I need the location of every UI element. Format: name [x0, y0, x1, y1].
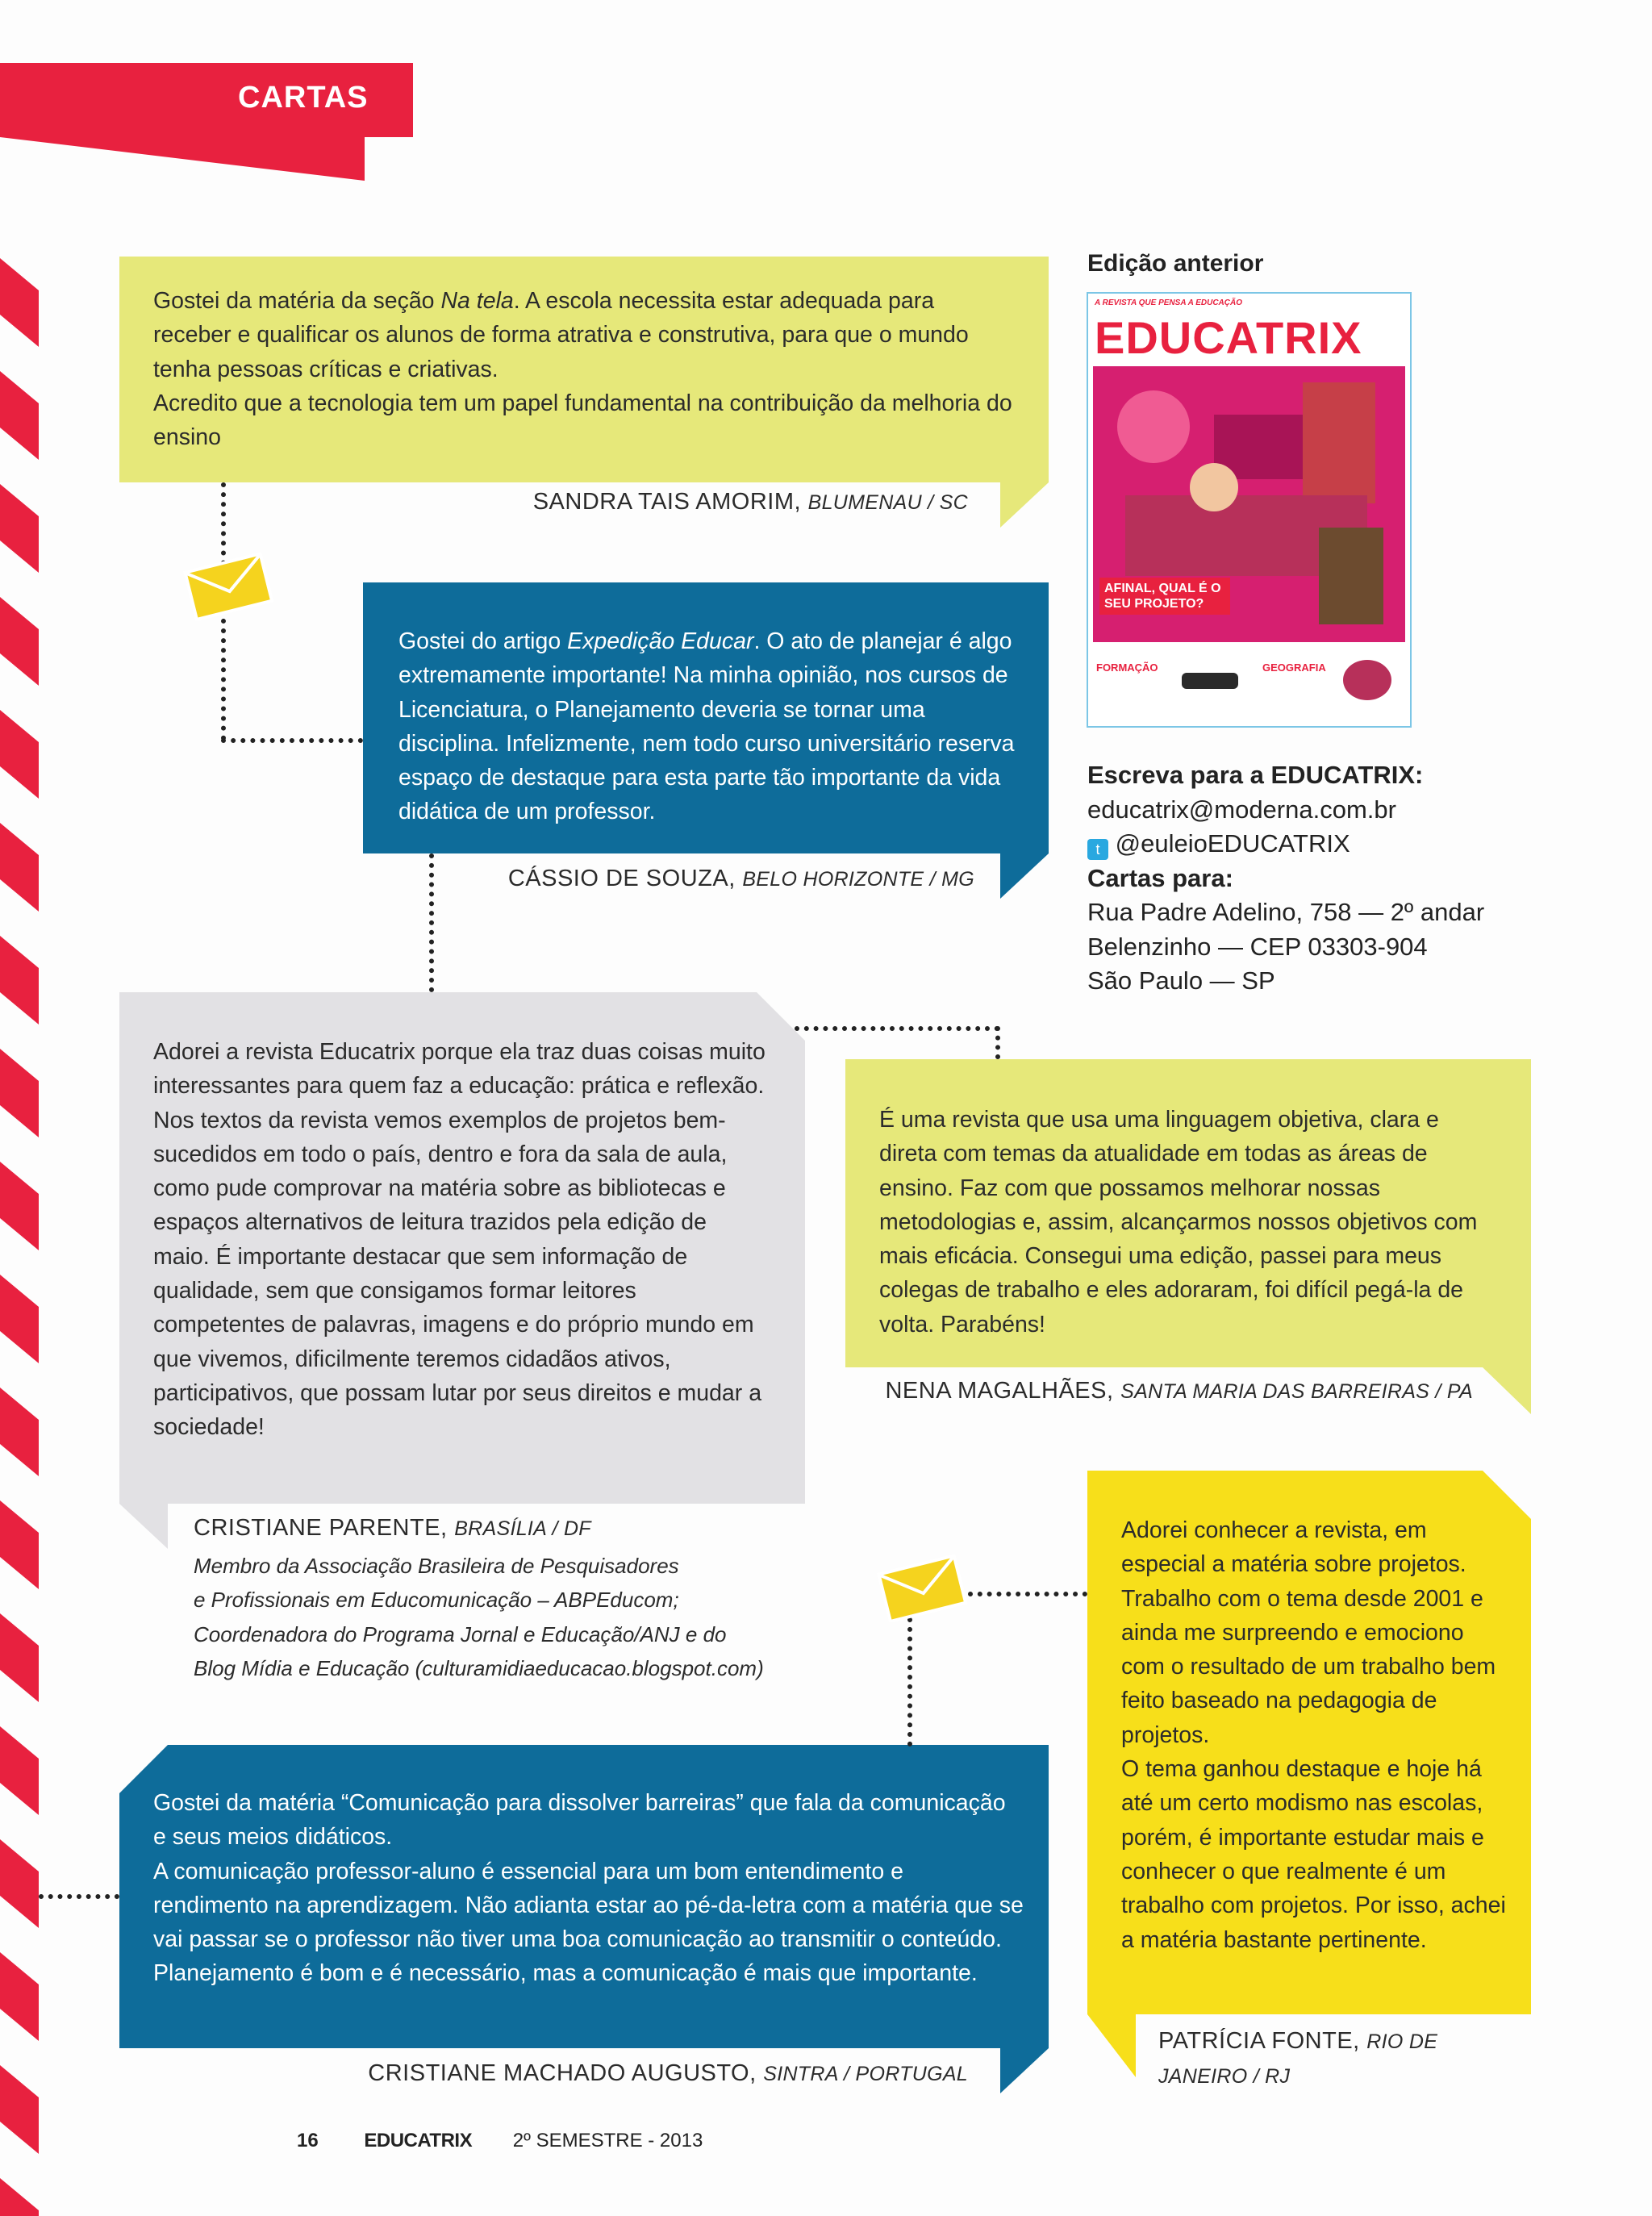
page-number: 16 — [297, 2130, 319, 2151]
email-link[interactable]: educatrix@moderna.com.br — [1087, 795, 1396, 824]
note-line: Membro da Associação Brasileira de Pesquisadores — [194, 1554, 679, 1578]
cover-headline-box — [1099, 578, 1230, 615]
dotted-connector — [795, 1026, 999, 1031]
escreva-title: Escreva para a EDUCATRIX: — [1087, 761, 1424, 789]
cover-shape — [1319, 528, 1383, 624]
note-line: e Profissionais em Educomunicação – ABPEducom; — [194, 1588, 679, 1613]
cover-shape — [1117, 390, 1190, 463]
letter-cristiane-m-p2: A comunicação professor-aluno é essencial para um bom entendimento e rendimento na aprendizagem. Não adianta estar ao pé-da-letra com a matéria que se vai passar se o professor não tiver uma boa comunicação ao transmitir o conteúdo. Planejamento é bom e é necessário, mas a comunicação é mais que importante. — [153, 1858, 1024, 1987]
cover-shape — [1303, 382, 1375, 503]
footer-logo: EDUCATRIX — [364, 2130, 473, 2151]
letter-cristiane-m-p1: Gostei da matéria “Comunicação para dissolver barreiras” que fala da comunicação e seus meios didáticos. — [153, 1790, 1006, 1851]
footer — [297, 2130, 703, 2152]
signature-patricia: PATRÍCIA FONTE, RIO DE JANEIRO / RJ — [1158, 2028, 1438, 2088]
sidebar-contact — [1087, 758, 1484, 999]
cover-glasses — [1182, 673, 1238, 689]
envelope-icon — [181, 551, 277, 620]
letter-cristiane-parente — [153, 1035, 766, 1445]
cover-logo: EDUCATRIX — [1095, 312, 1362, 363]
signature-cristiane-parente: CRISTIANE PARENTE, BRASÍLIA / DF — [194, 1515, 591, 1541]
letter-sandra-p1: Gostei da matéria da seção Na tela. A escola necessita estar adequada para receber e qualificar os alunos de forma atrativa e construtiva, para que o mundo tenha pessoas críticas e criativas. — [153, 288, 969, 382]
address-line: Rua Padre Adelino, 758 — 2º andar — [1087, 898, 1485, 926]
dotted-connector — [221, 738, 363, 743]
signature-cassio: CÁSSIO DE SOUZA, BELO HORIZONTE / MG — [507, 866, 974, 891]
signature-note — [194, 1549, 764, 1685]
letter-patricia — [1121, 1513, 1508, 1957]
dotted-connector — [907, 1617, 912, 1747]
note-line: Coordenadora do Programa Jornal e Educação/ANJ e do — [194, 1621, 727, 1646]
magazine-cover — [1087, 292, 1412, 728]
dotted-connector — [429, 853, 434, 992]
twitter-icon: t — [1087, 839, 1108, 860]
envelope-icon — [875, 1553, 970, 1622]
letter-cassio — [398, 624, 1028, 829]
letter-sandra — [153, 284, 1016, 454]
signature-nena: NENA MAGALHÃES, SANTA MARIA DAS BARREIRAS / PA — [885, 1378, 1473, 1404]
letter-nena-p1: É uma revista que usa uma linguagem objetiva, clara e direta com temas da atualidade em todas as áreas de ensino. Faz com que possamos melhorar nossas metodologias e, assim, alcançarmos nossos objetivos com mais eficácia. Consegui uma edição, passei para meus colegas de trabalho e eles adoraram, foi difícil pegá-la de volta. Parabéns! — [879, 1107, 1478, 1338]
letter-cristiane-p-p1: Adorei a revista Educatrix porque ela traz duas coisas muito interessantes para quem faz a educação: prática e reflexão. Nos textos da revista vemos exemplos de projetos bem-sucedidos em todo o país, dentro e fora da sala de aula, como pude comprovar na matéria sobre as bibliotecas e espaços alternativos de leitura trazidos pela edição de maio. É importante destacar que sem informação de qualidade, sem que consigamos formar leitores competentes de palavras, imagens e do próprio mundo em que vivemos, dificilmente teremos cidadãos ativos, participativos, que possam lutar por seus direitos e mudar a sociedade! — [153, 1039, 766, 1441]
twitter-row[interactable] — [1087, 827, 1484, 862]
cover-item: FORMAÇÃO — [1096, 661, 1158, 674]
letter-patricia-p1: Adorei conhecer a revista, em especial a matéria sobre projetos. Trabalho com o tema desde 2001 e ainda me surpreendo e emociono com o resultado de um trabalho bem feito baseado na pedagogia de projetos. — [1121, 1517, 1496, 1748]
address-line: São Paulo — SP — [1087, 966, 1275, 995]
signature-sandra: SANDRA TAIS AMORIM, BLUMENAU / SC — [532, 489, 968, 515]
dotted-connector — [968, 1592, 1087, 1596]
letter-cristiane-machado — [153, 1786, 1024, 1991]
letter-patricia-p2: O tema ganhou destaque e hoje há até um certo modismo nas escolas, porém, é importante estudar mais e conhecer o que realmente é um trabalho com projetos. Por isso, achei a matéria bastante pertinente. — [1121, 1756, 1506, 1953]
address-line: Belenzinho — CEP 03303-904 — [1087, 932, 1428, 961]
signature-cristiane-machado: CRISTIANE MACHADO AUGUSTO, SINTRA / PORTUGAL — [368, 2060, 968, 2086]
cover-shape — [1343, 660, 1391, 700]
cover-illustration — [1093, 366, 1405, 642]
letter-cassio-p1: Gostei do artigo Expedição Educar. O ato de planejar é algo extremamente importante! Na minha opinião, nos cursos de Licenciatura, o Planejamento deveria se tornar uma disciplina. Infelizmente, nem todo curso universitário reserva espaço de destaque para esta parte tão importante da vida didática de um professor. — [398, 628, 1015, 825]
dotted-connector — [995, 1026, 1000, 1059]
cover-top-tag: A REVISTA QUE PENSA A EDUCAÇÃO — [1095, 298, 1242, 307]
note-line: Blog Mídia e Educação (culturamidiaeducacao.blogspot.com) — [194, 1655, 764, 1680]
cover-shape — [1190, 463, 1238, 511]
sidebar-edicao-title: Edição anterior — [1087, 250, 1264, 277]
cover-item: GEOGRAFIA — [1262, 661, 1326, 674]
dotted-connector — [39, 1894, 119, 1899]
left-stripes — [0, 258, 39, 2216]
cover-bottom — [1093, 649, 1405, 721]
cartas-title: Cartas para: — [1087, 863, 1233, 892]
twitter-handle[interactable]: @euleioEDUCATRIX — [1115, 829, 1350, 858]
cover-headline: AFINAL, QUAL É O SEU PROJETO? — [1104, 582, 1221, 611]
footer-issue: 2º SEMESTRE - 2013 — [512, 2130, 703, 2151]
letter-nena — [879, 1103, 1500, 1342]
letter-sandra-p2: Acredito que a tecnologia tem um papel fundamental na contribuição da melhoria do ensino — [153, 390, 1012, 451]
section-title: CARTAS — [238, 81, 369, 115]
